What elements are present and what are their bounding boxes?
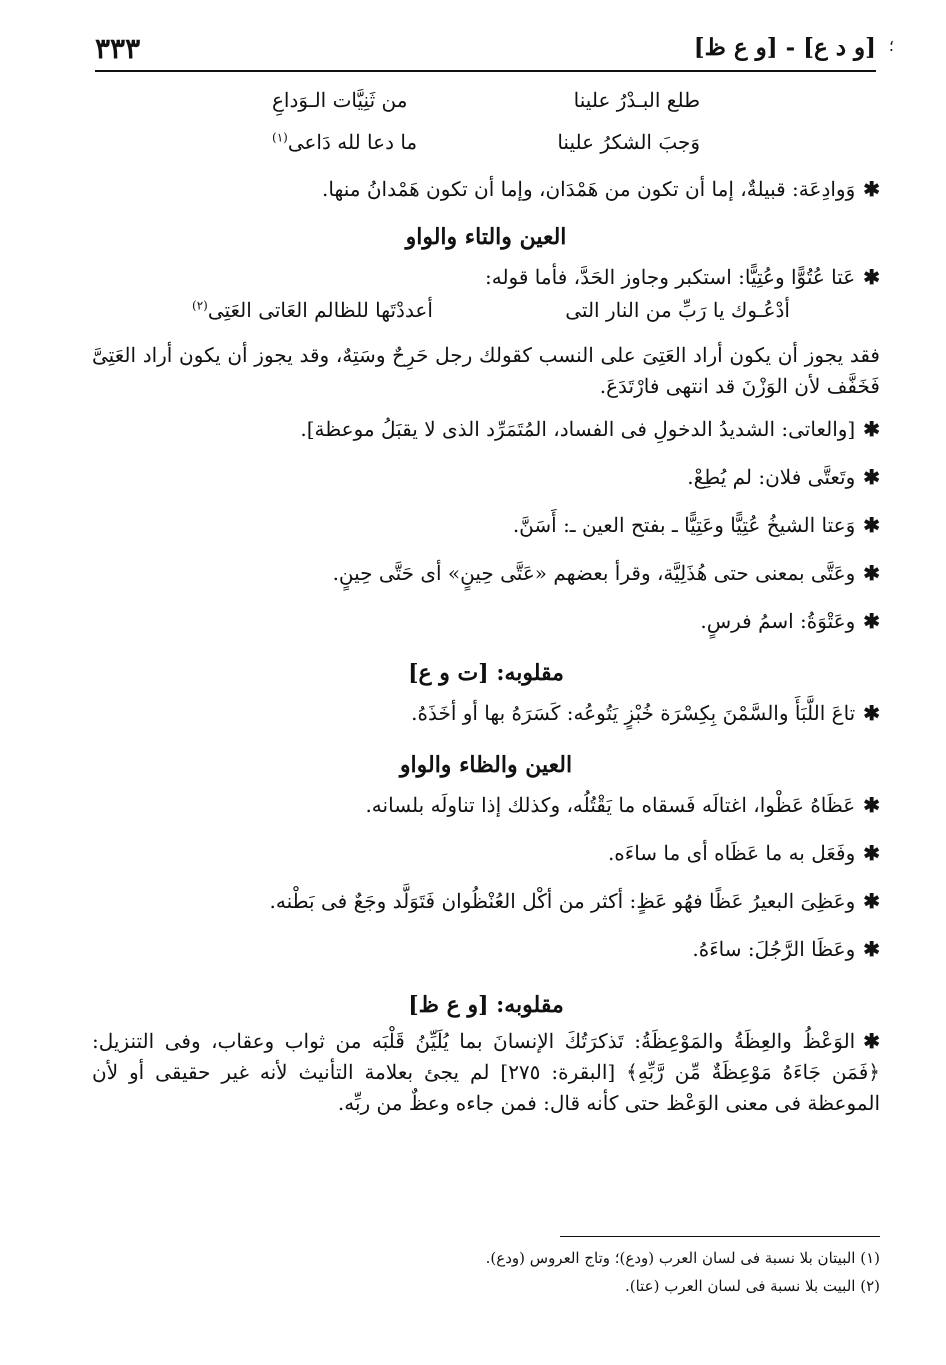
entry-wadia xyxy=(92,174,880,204)
entry-text: [والعاتى: الشديدُ الدخولِ فى الفساد، المُتَمَرِّد الذى لا يقبَلُ موعظة]. xyxy=(300,417,856,441)
list-item xyxy=(92,510,880,540)
entry-text: عَتا عُتُوًّا وعُتِيًّا: استكبر وجاوز الحَدَّ، فأما قوله: xyxy=(485,265,856,289)
star-icon: ✱ xyxy=(863,793,880,817)
main-text xyxy=(92,82,880,1119)
entry-taa xyxy=(92,698,880,728)
footnote-rule xyxy=(560,1236,880,1237)
entry-text: وَعتا الشيخُ عُتِيًّا وعَتِيًّا ـ بفتح العين ـ: أَسَنَّ. xyxy=(512,513,856,537)
list-item xyxy=(92,838,880,868)
verse-hemistich: أدْعُـوك يا رَبِّ من النار التى xyxy=(565,298,790,322)
star-icon: ✱ xyxy=(863,265,880,289)
star-icon: ✱ xyxy=(863,841,880,865)
star-icon: ✱ xyxy=(863,609,880,633)
entry-text: تاعَ اللَّبَأَ والسَّمْنَ بِكِسْرَة خُبْزٍ يَتُوعُه: كَسَرَهُ بها أو أخَذَهُ. xyxy=(411,701,856,725)
page-number: ٣٣٣ xyxy=(95,32,141,65)
entry-text: وفَعَل به ما عَظَاه أى ما ساءَه. xyxy=(607,841,856,865)
list-item xyxy=(92,934,880,964)
star-icon: ✱ xyxy=(863,701,880,725)
star-icon: ✱ xyxy=(863,1029,880,1053)
star-icon: ✱ xyxy=(863,177,880,201)
verse-hemistich: وَجبَ الشكرُ علينا xyxy=(557,130,700,154)
footnote-ref: (١) xyxy=(272,130,288,145)
list-item xyxy=(92,558,880,588)
entry-text: عَظَاهُ عَظْوا، اغتالَه فَسقاه ما يَقْتُلُه، وكذلك إذا تناولَه بلسانه. xyxy=(365,793,856,817)
entry-text: وعَظَا الرَّجُلَ: ساءَهُ. xyxy=(692,937,856,961)
section-heading: مقلوبه: [و ع ظ] xyxy=(408,992,564,1018)
paragraph xyxy=(92,1026,880,1119)
list-item xyxy=(92,414,880,444)
page-header xyxy=(95,30,876,70)
star-icon: ✱ xyxy=(863,465,880,489)
corner-mark: ؛ xyxy=(888,36,894,55)
verse-text: أعددْتَها للظالم العَاتى العَتِى xyxy=(207,298,433,322)
entry-text: وتَعتَّى فلان: لم يُطِعْ. xyxy=(687,465,856,489)
entry-text: وَوادِعَة: قبيلةٌ، إما أن تكون من هَمْدَان، وإما أن تكون هَمْدانُ منها. xyxy=(322,177,856,201)
paragraph-text: الوَعْظُ والعِظَةُ والمَوْعِظَةُ: تَذكرَتُكَ الإنسانَ بما يُلَيِّنُ قَلْبَه من ثواب وعقاب، وفى التنزيل: ﴿فَمَن جَاءَهُ مَوْعِظَةٌ مِّن رَّبِّهِ﴾ [البقرة: ٢٧٥] لم يجئ بعلامة التأنيث لأنه غير حقيقى أو لأن الموعظة فى معنى الوَعْظ حتى كأنه قال: فمن جاءه وعظٌ من ربِّه. xyxy=(92,1029,880,1115)
entry-ata xyxy=(92,262,880,292)
paragraph: فقد يجوز أن يكون أراد العَتِىَ على النسب كقولك رجل حَرِحٌ وسَتِهٌ، وقد يجوز أن يكون أراد العَتِىَّ فَخَفَّف لأن الوَزْنَ قد انتهى فارْتَدَعَ. xyxy=(92,343,880,398)
list-item xyxy=(92,462,880,492)
verse-hemistich xyxy=(272,130,417,154)
verse-line xyxy=(92,292,880,334)
verse-hemistich: طلع البـدْرُ علينا xyxy=(573,88,700,112)
list-item xyxy=(92,606,880,636)
footnotes xyxy=(92,1244,880,1300)
verse-text: ما دعا لله دَاعى xyxy=(287,130,418,154)
header-rule xyxy=(95,70,876,72)
verse-line xyxy=(92,82,880,124)
entry-text: وعَتَّى بمعنى حتى هُذَلِيَّة، وقرأ بعضهم «عَتَّى حِينٍ» أى حَتَّى حِينٍ. xyxy=(332,561,856,585)
star-icon: ✱ xyxy=(863,889,880,913)
entry-text: وعَتْوَةُ: اسمُ فرسٍ. xyxy=(700,609,856,633)
verse-hemistich: من ثَنِيَّات الـوَداعِ xyxy=(272,88,408,112)
star-icon: ✱ xyxy=(863,937,880,961)
verse-hemistich xyxy=(192,298,433,322)
footnote: (٢) البيت بلا نسبة فى لسان العرب (عتا). xyxy=(624,1277,880,1295)
header-title: [و د ع] - [و ع ظ] xyxy=(693,34,876,61)
star-icon: ✱ xyxy=(863,513,880,537)
section-heading: العين والتاء والواو xyxy=(405,224,567,250)
star-icon: ✱ xyxy=(863,417,880,441)
section-heading: مقلوبه: [ت و ع] xyxy=(408,660,564,686)
section-heading: العين والظاء والواو xyxy=(399,752,573,778)
entry-text: وعَظِىَ البعيرُ عَظًا فهُو عَظٍ: أكثر من أكْل العُنْظُوان فَتَوَلَّد وجَعٌ فى بَطْنه. xyxy=(269,889,856,913)
list-item xyxy=(92,790,880,820)
star-icon: ✱ xyxy=(863,561,880,585)
footnote-ref: (٢) xyxy=(192,298,208,313)
footnote: (١) البيتان بلا نسبة فى لسان العرب (ودع)؛ وتاج العروس (ودع). xyxy=(485,1249,880,1267)
verse-line xyxy=(92,124,880,166)
list-item xyxy=(92,886,880,916)
